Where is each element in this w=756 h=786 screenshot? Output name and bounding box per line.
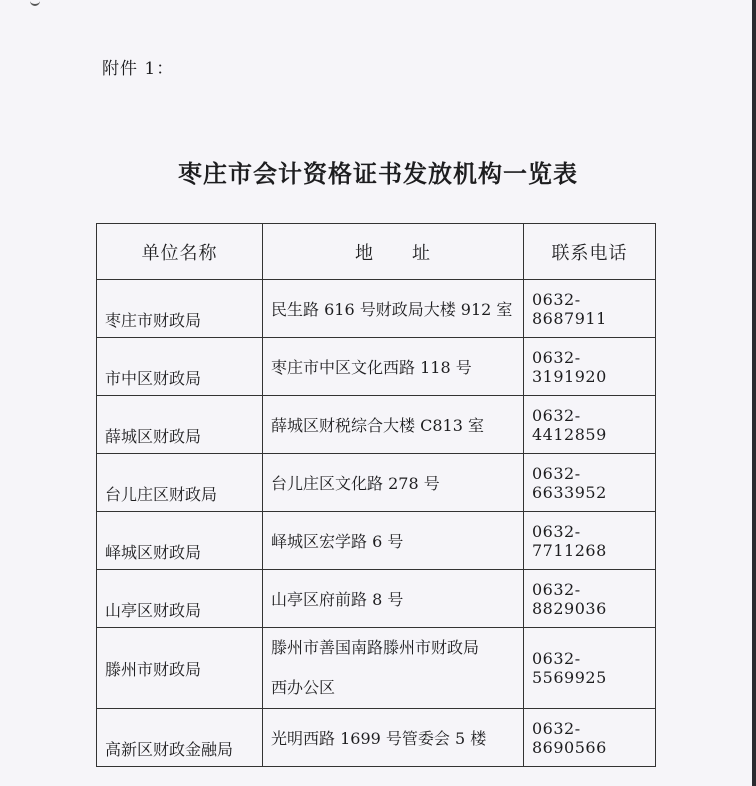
table-row: [97, 628, 656, 709]
header-phone: 联系电话: [524, 224, 656, 280]
address-cell: 峄城区宏学路 6 号: [263, 512, 524, 570]
address-cell: 山亭区府前路 8 号: [263, 570, 524, 628]
address-cell: 薛城区财税综合大楼 C813 室: [263, 396, 524, 454]
table-row: [97, 454, 656, 512]
address-line: 西办公区: [271, 678, 336, 697]
address-cell: 民生路 616 号财政局大楼 912 室: [263, 280, 524, 338]
unit-name-cell: 枣庄市财政局: [97, 280, 263, 338]
unit-name-cell: 薛城区财政局: [97, 396, 263, 454]
document-title: 枣庄市会计资格证书发放机构一览表: [178, 160, 578, 188]
address-line: 滕州市善国南路滕州市财政局: [271, 638, 480, 657]
phone-cell: 0632-6633952: [524, 454, 656, 512]
phone-cell: 0632-8687911: [524, 280, 656, 338]
table-row: [97, 338, 656, 396]
table-row: [97, 570, 656, 628]
table-row: [97, 396, 656, 454]
agency-table: [96, 223, 656, 767]
scan-edge: [752, 0, 756, 786]
phone-cell: 0632-8690566: [524, 709, 656, 767]
scan-corner-mark: [30, 0, 40, 6]
phone-cell: 0632-3191920: [524, 338, 656, 396]
address-cell: 台儿庄区文化路 278 号: [263, 454, 524, 512]
unit-name-cell: 市中区财政局: [97, 338, 263, 396]
unit-name-cell: 滕州市财政局: [97, 628, 263, 709]
unit-name-cell: 高新区财政金融局: [97, 709, 263, 767]
address-cell: [263, 628, 524, 709]
table-row: [97, 280, 656, 338]
table-row: [97, 512, 656, 570]
phone-cell: 0632-8829036: [524, 570, 656, 628]
header-address: 地 址: [263, 224, 524, 280]
unit-name-cell: 峄城区财政局: [97, 512, 263, 570]
unit-name-cell: 台儿庄区财政局: [97, 454, 263, 512]
table-header-row: [97, 224, 656, 280]
address-cell: 光明西路 1699 号管委会 5 楼: [263, 709, 524, 767]
unit-name-cell: 山亭区财政局: [97, 570, 263, 628]
phone-cell: 0632-7711268: [524, 512, 656, 570]
phone-cell: 0632-4412859: [524, 396, 656, 454]
table-row: [97, 709, 656, 767]
attachment-label: 附件 1：: [102, 59, 175, 79]
header-unit-name: 单位名称: [97, 224, 263, 280]
phone-cell: 0632-5569925: [524, 628, 656, 709]
address-cell: 枣庄市中区文化西路 118 号: [263, 338, 524, 396]
